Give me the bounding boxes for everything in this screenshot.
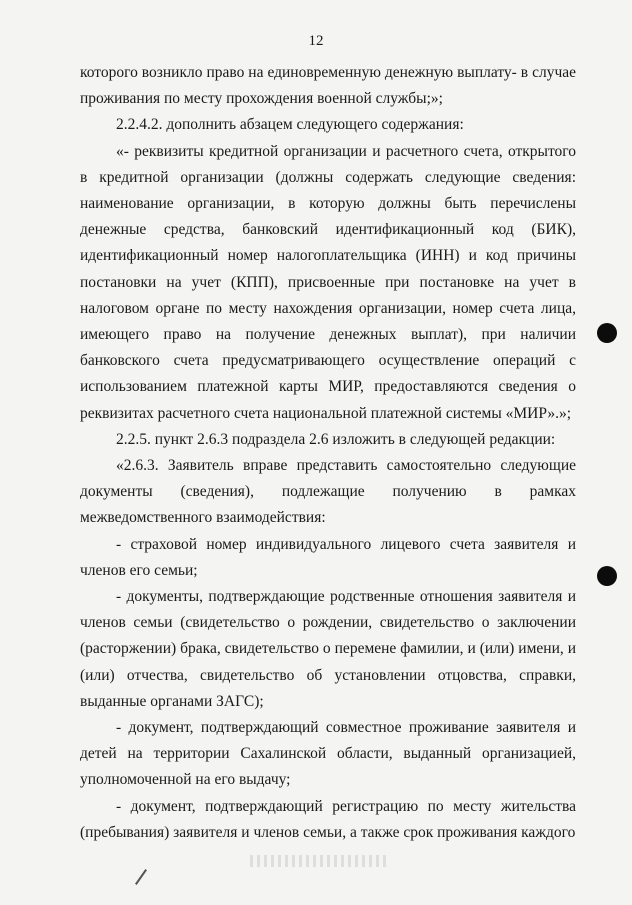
paragraph: - документы, подтверждающие родственные отношения заявителя и членов семьи (свидетельство о рождении, свидетельство о заключении (расторжении) брака, свидетельство о перемене фамилии, и (или) имени, и (или) отчества, свидетельство об установлении отцовства, справки, выданные органами ЗАГС); bbox=[80, 588, 576, 710]
scan-smudge bbox=[250, 855, 390, 867]
paragraph: 2.2.5. пункт 2.6.3 подраздела 2.6 изложить в следующей редакции: bbox=[116, 430, 556, 448]
paragraph: «2.6.3. Заявитель вправе представить самостоятельно следующие документы (сведения), подлежащие получению в рамках межведомственного взаимодействия: bbox=[80, 457, 576, 527]
paragraph: - документ, подтверждающий совместное проживание заявителя и детей на территории Сахалинской области, выданный организацией, уполномоченной на его выдачу; bbox=[80, 719, 576, 789]
punch-hole bbox=[597, 323, 617, 343]
punch-hole bbox=[597, 566, 617, 586]
paragraph: 2.2.4.2. дополнить абзацем следующего содержания: bbox=[116, 116, 464, 134]
paragraph: «- реквизиты кредитной организации и расчетного счета, открытого в кредитной организации (должны содержать следующие сведения: наименование организации, в которую должны быть перечислены денежные средства, банковский идентификационный код (БИК), идентификационный номер налогоплательщика (ИНН) и код причины постановки на учет (КПП), присвоенные при постановке на учет в налоговом органе по месту нахождения организации, номер счета лица, имеющего право на получение денежных выплат), при наличии банковского счета предусматривающего осуществление операций с использованием платежной карты МИР, предоставляются сведения о реквизитах расчетного счета национальной платежной системы «МИР».»; bbox=[80, 142, 576, 422]
page-number: 12 bbox=[308, 33, 324, 49]
paragraph: - документ, подтверждающий регистрацию по месту жительства (пребывания) заявителя и членов семьи, а также срок проживания каждого bbox=[80, 797, 576, 841]
scan-mark bbox=[135, 869, 147, 885]
paragraph: - страховой номер индивидуального лицевого счета заявителя и членов его семьи; bbox=[80, 535, 576, 579]
document-body bbox=[80, 60, 576, 846]
paragraph: которого возникло право на единовременную денежную выплату- в случае проживания по месту прохождения военной службы;»; bbox=[80, 64, 576, 108]
